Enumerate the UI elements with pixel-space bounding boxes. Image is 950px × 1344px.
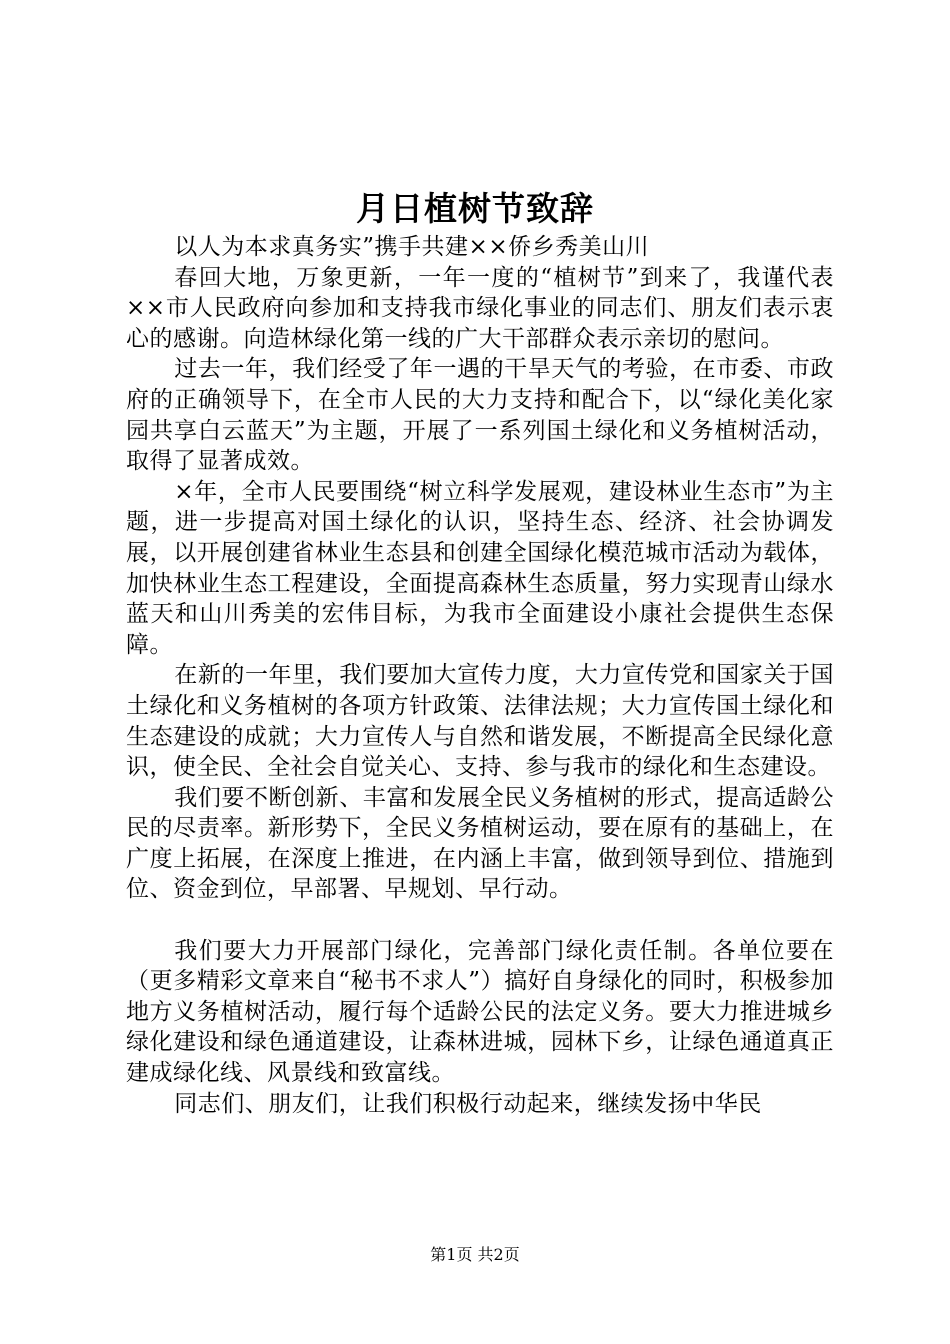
page-number: 第1页 共2页 (430, 1245, 520, 1264)
paragraph: 同志们、朋友们，让我们积极行动起来，继续发扬中华民 (174, 1090, 762, 1117)
paragraph: 我们要大力开展部门绿化，完善部门绿化责任制。各单位要在（更多精彩文章来自“秘书不求人”）搞好自身绿化的同时，积极参加地方义务植树活动，履行每个适龄公民的法定义务。要大力推进城乡绿化建设和绿色通道建设，让森林进城，园林下乡，让绿色通道真正建成绿化线、风景线和致富线。 (126, 937, 834, 1087)
paragraph: 我们要不断创新、丰富和发展全民义务植树的形式，提高适龄公民的尽责率。新形势下，全民义务植树运动，要在原有的基础上，在广度上拓展，在深度上推进，在内涵上丰富，做到领导到位、措施到位、资金到位，早部署、早规划、早行动。 (126, 784, 834, 903)
paragraph: 过去一年，我们经受了年一遇的干旱天气的考验，在市委、市政府的正确领导下，在全市人民的大力支持和配合下，以“绿化美化家园共享白云蓝天”为主题，开展了一系列国土绿化和义务植树活动，取得了显著成效。 (126, 356, 834, 475)
document-body (126, 232, 834, 1119)
paragraph: 在新的一年里，我们要加大宣传力度，大力宣传党和国家关于国土绿化和义务植树的各项方针政策、法律法规；大力宣传国土绿化和生态建设的成就；大力宣传人与自然和谐发展，不断提高全民绿化意识，使全民、全社会自觉关心、支持、参与我市的绿化和生态建设。 (126, 662, 834, 781)
paragraph-spacer (126, 905, 834, 936)
paragraph: 春回大地，万象更新，一年一度的“植树节”到来了，我谨代表××市人民政府向参加和支持我市绿化事业的同志们、朋友们表示衷心的感谢。向造林绿化第一线的广大干部群众表示亲切的慰问。 (126, 264, 834, 352)
paragraph: ×年，全市人民要围绕“树立科学发展观，建设林业生态市”为主题，进一步提高对国土绿化的认识，坚持生态、经济、社会协调发展，以开展创建省林业生态县和创建全国绿化模范城市活动为载体，加快林业生态工程建设，全面提高森林生态质量，努力实现青山绿水蓝天和山川秀美的宏伟目标，为我市全面建设小康社会提供生态保障。 (126, 478, 834, 658)
paragraph-subtitle: 以人为本求真务实”携手共建××侨乡秀美山川 (174, 234, 650, 260)
page-title: 月日植树节致辞 (356, 189, 594, 228)
